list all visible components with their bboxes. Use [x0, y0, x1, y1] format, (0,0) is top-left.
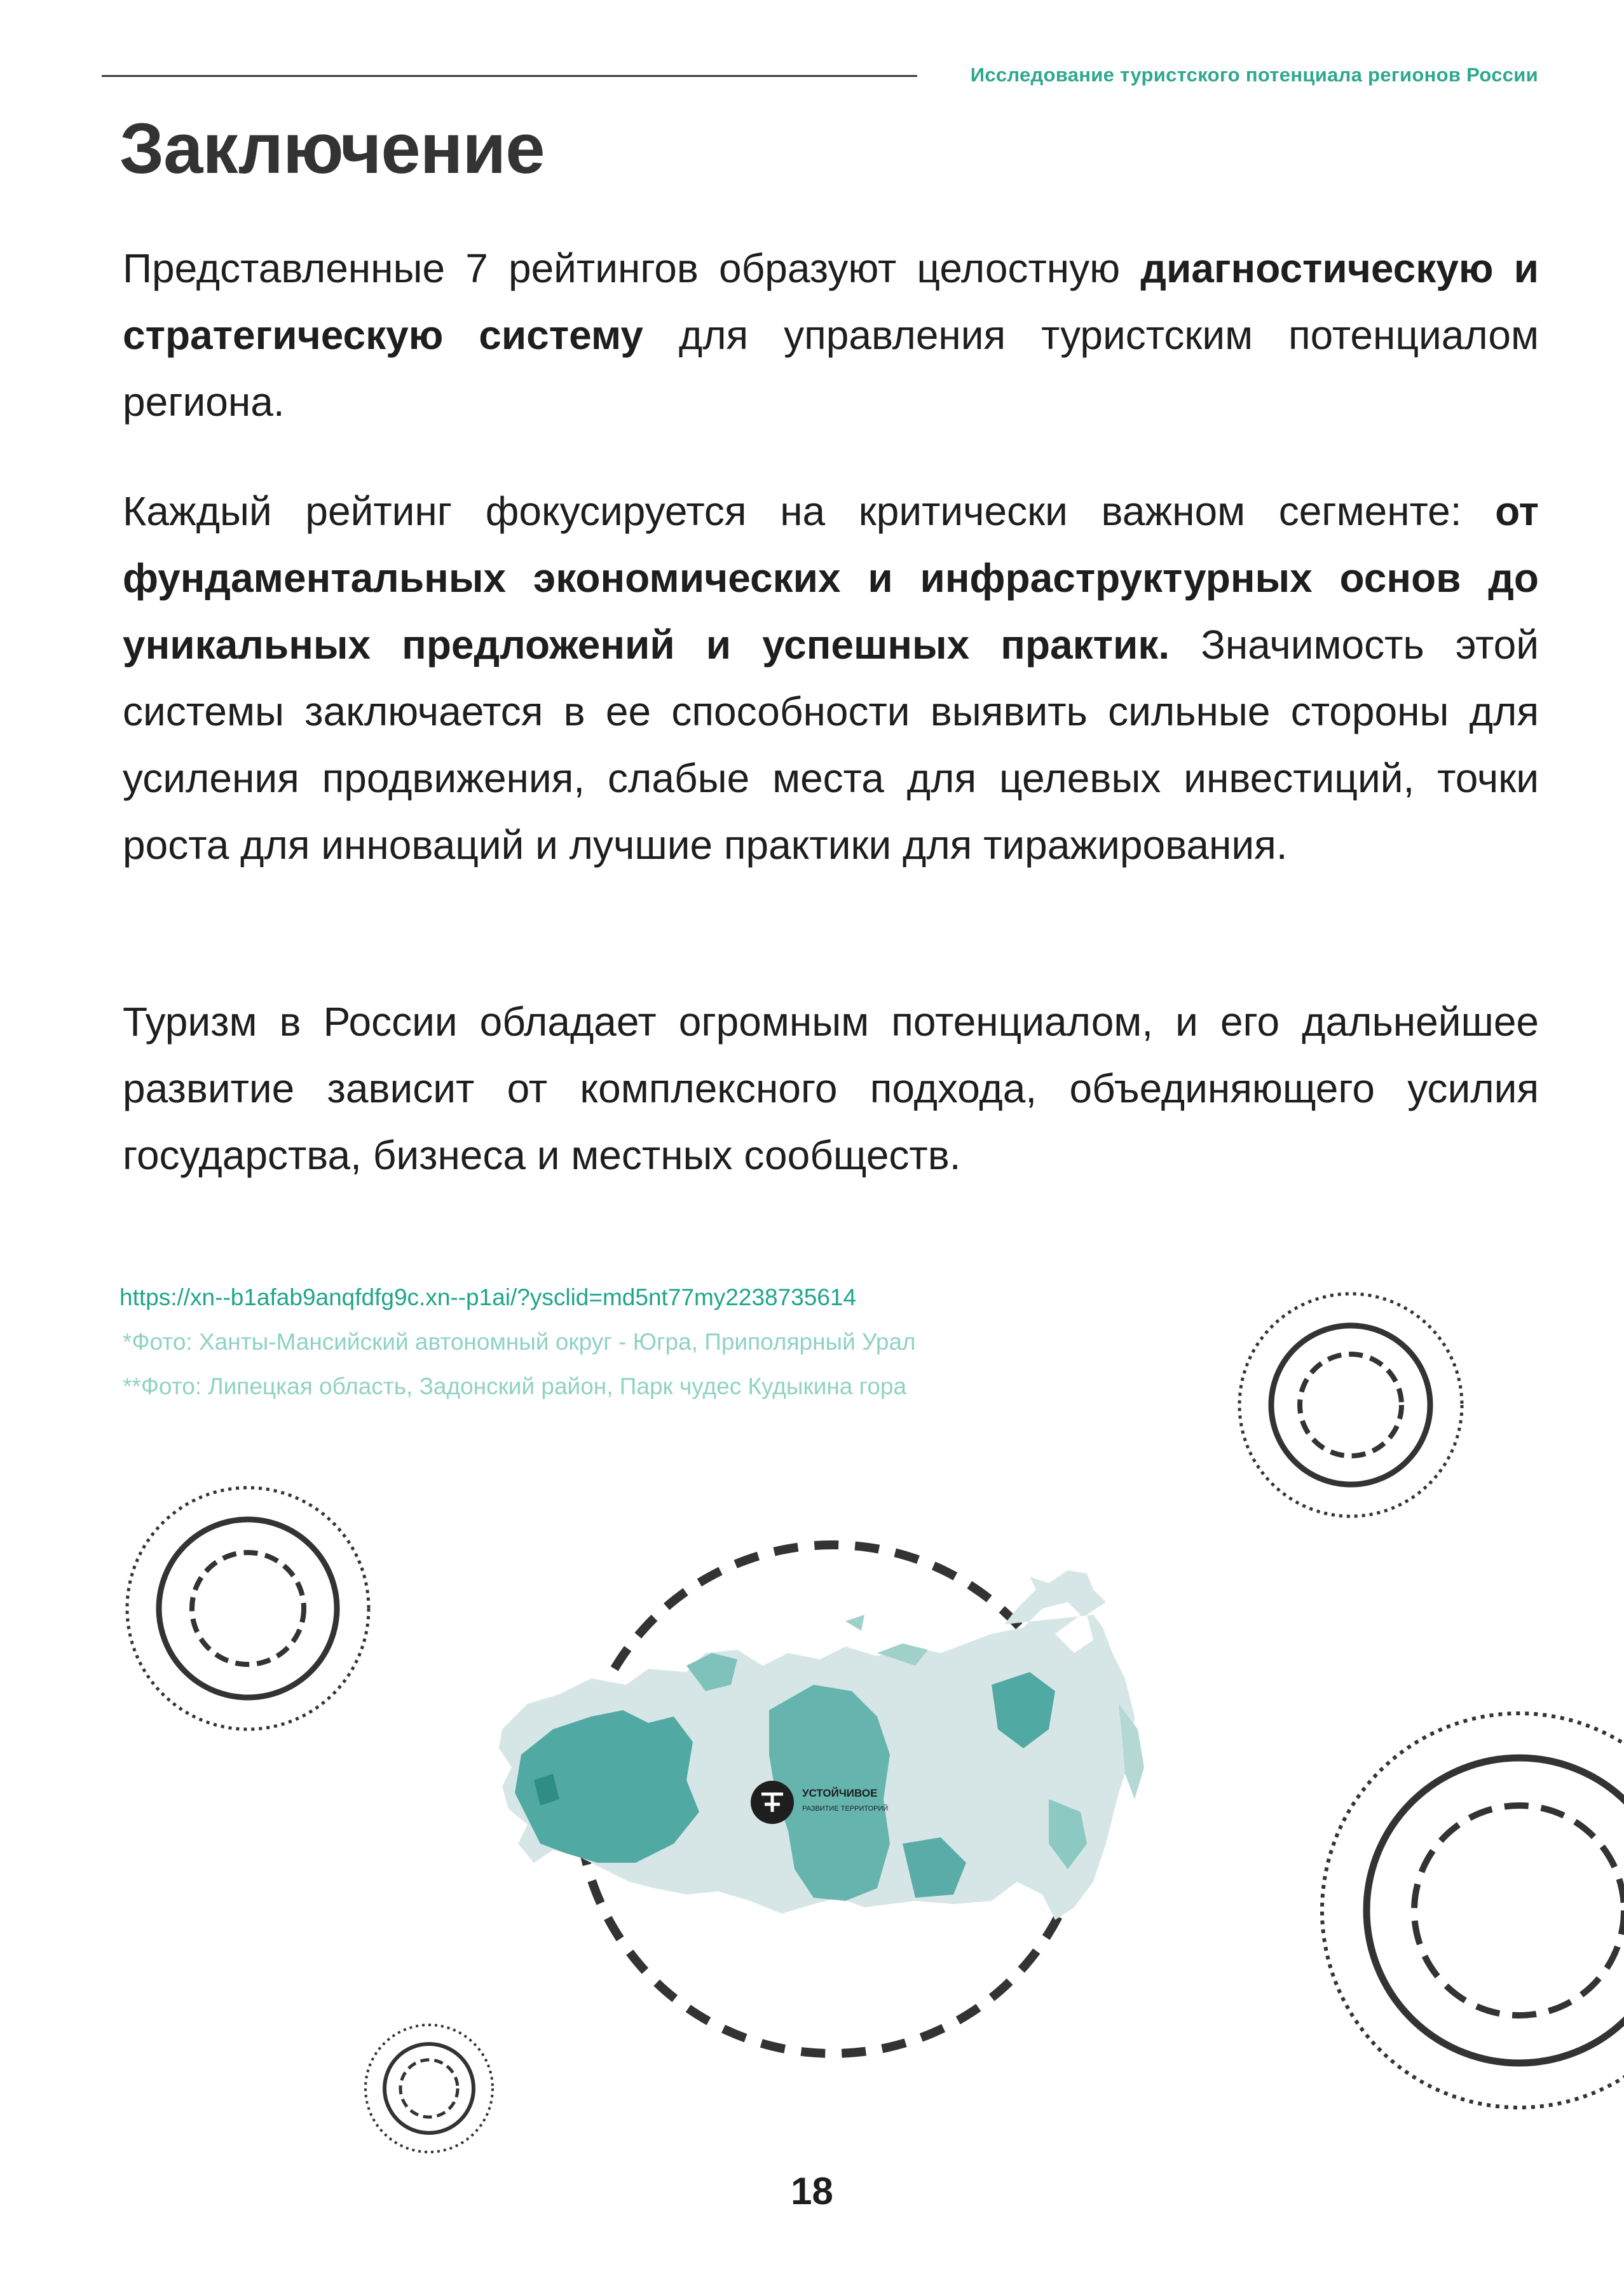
paragraph-2-text-a: Каждый рейтинг фокусируется на критически важном сегменте:: [123, 488, 1496, 534]
russia-map: [499, 1570, 1144, 1920]
paragraph-1-text-b: для управления туристским потенциалом региона.: [123, 312, 1539, 425]
paragraph-1-text-a: Представленные 7 рейтингов образуют целостную: [123, 245, 1141, 291]
photo-caption-1: *Фото: Ханты-Мансийский автономный округ - Югра, Приполярный Урал: [123, 1329, 916, 1355]
page-number: 18: [791, 2170, 833, 2212]
paragraph-2-text-b: Значимость этой системы заключается в ее способности выявить сильные стороны для усиления продвижения, слабые места для целевых инвестиций, точки роста для инноваций и лучшие практики для тиражирования.: [123, 622, 1539, 868]
decor-circle-group-right: [1322, 1713, 1624, 2108]
header-title: Исследование туристского потенциала регионов России: [970, 64, 1538, 86]
source-link[interactable]: https://xn--b1afab9anqfdfg9c.xn--p1ai/?ysclid=md5nt77my2238735614: [119, 1284, 857, 1310]
paragraph-2-bold: от фундаментальных экономических и инфраструктурных основ до уникальных предложений и успешных практик.: [123, 488, 1539, 668]
page-title: Заключение: [119, 109, 545, 188]
logo-text-line2: РАЗВИТИЕ ТЕРРИТОРИЙ: [802, 1805, 889, 1813]
decor-circle-group-left: [127, 1488, 369, 1729]
paragraph-3-text: Туризм в России обладает огромным потенциалом, и его дальнейшее развитие зависит от комплексного подхода, объединяющего усилия государства, бизнеса и местных сообществ.: [123, 999, 1539, 1178]
paragraph-1-bold: диагностическую и стратегическую систему: [123, 245, 1539, 358]
decor-circle-group-top-right: [1239, 1294, 1462, 1516]
decor-circle-group-bottom-left: [365, 2025, 493, 2152]
photo-caption-2: **Фото: Липецкая область, Задонский район, Парк чудес Кудыкина гора: [123, 1373, 907, 1399]
logo-text-line1: УСТОЙЧИВОЕ: [802, 1787, 878, 1799]
